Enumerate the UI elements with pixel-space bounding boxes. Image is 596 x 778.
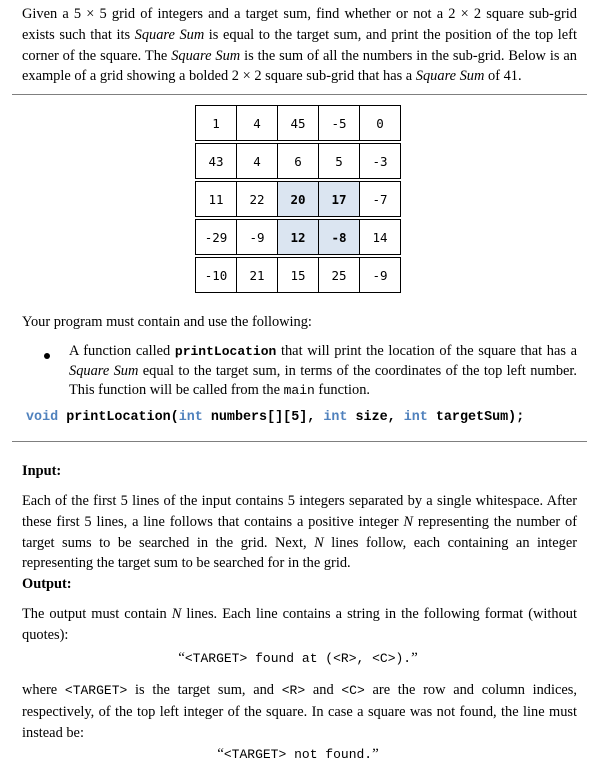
intro-text: of 41. (484, 68, 522, 85)
keyword-int: int (403, 410, 428, 425)
signature-part: size, (347, 410, 404, 425)
grid-cell: 12 (278, 220, 319, 255)
intro-text: is the sum of all the numbers in the sub-grid. Below is an example of a grid showing a bolded 2 × 2 square sub-grid that has a (22, 47, 577, 85)
notfound-format (0, 746, 596, 763)
close-quote: ” (372, 746, 379, 762)
grid-cell: -10 (196, 258, 237, 293)
bullet-text-part: A function called (69, 343, 175, 359)
term-square-sum: Square Sum (415, 68, 485, 85)
keyword-void: void (26, 410, 59, 425)
grid-cell: 5 (319, 144, 360, 179)
found-format (0, 650, 596, 667)
keyword-int: int (323, 410, 348, 425)
requirements-lead: Your program must contain and use the following: (22, 314, 312, 330)
open-quote: “ (178, 650, 185, 666)
grid-cell: 43 (196, 144, 237, 179)
input-text: Each of the first 5 lines of the input contains 5 integers separated by a single whitespace. After these first 5 lines, a line follows that contains a positive integer (22, 493, 577, 530)
placeholder-c: <C> (341, 683, 365, 698)
output-heading: Output: (22, 576, 72, 592)
input-heading: Input: (22, 463, 62, 479)
grid-row (196, 182, 401, 217)
signature-part: targetSum); (427, 410, 525, 425)
divider (12, 94, 587, 95)
function-name: printLocation (174, 344, 277, 359)
output-description (22, 604, 577, 646)
grid-cell: -7 (360, 182, 401, 217)
output-text: are the row and column indices, respectively, of the top left integer of the square. In case a square was not found, the line must instead be: (22, 682, 577, 741)
grid-cell: 20 (278, 182, 319, 217)
example-grid (195, 105, 401, 293)
grid-row (196, 144, 401, 179)
grid-cell: 21 (237, 258, 278, 293)
keyword-int: int (178, 410, 203, 425)
output-text: where (22, 682, 65, 698)
bullet-text-part: that will print the location of the square that has a (276, 343, 577, 359)
main-function-name: main (283, 383, 315, 398)
grid-cell: -9 (237, 220, 278, 255)
input-text: representing the number of target sums to be searched in the grid. Next, (22, 513, 577, 551)
grid-cell: -29 (196, 220, 237, 255)
grid-cell: 17 (319, 182, 360, 217)
grid-cell: 6 (278, 144, 319, 179)
input-description (22, 491, 577, 574)
grid-cell: -9 (360, 258, 401, 293)
grid-row (196, 220, 401, 255)
grid-cell: 22 (237, 182, 278, 217)
output-text: lines. Each line contains a string in the following format (without quotes): (22, 606, 577, 643)
output-text: is the target sum, and (127, 682, 282, 698)
placeholder-target: <TARGET> (64, 683, 128, 698)
grid-cell: 0 (360, 106, 401, 141)
signature-part: printLocation( (58, 410, 179, 425)
var-n: N (403, 513, 413, 530)
grid-cell: 15 (278, 258, 319, 293)
requirement-bullet (69, 342, 577, 401)
grid-cell: -5 (319, 106, 360, 141)
function-signature (26, 410, 524, 425)
grid-cell: 14 (360, 220, 401, 255)
notfound-format-text: <TARGET> not found. (223, 747, 373, 762)
grid-cell: 4 (237, 106, 278, 141)
grid-row (196, 258, 401, 293)
var-n: N (171, 606, 182, 622)
grid-cell: 11 (196, 182, 237, 217)
grid-cell: 45 (278, 106, 319, 141)
input-text: lines follow, each containing an integer representing the target sum to be searched for in the grid. (22, 534, 578, 572)
term-square-sum: Square Sum (171, 47, 241, 64)
term-square-sum: Square Sum (69, 362, 139, 379)
bullet-marker (44, 353, 50, 359)
bullet-text-part: equal to the target sum, in terms of the coordinates of the top left number. This function will be called from the (69, 362, 577, 398)
open-quote: “ (217, 746, 224, 762)
grid-cell: -8 (319, 220, 360, 255)
intro-paragraph (22, 4, 577, 87)
grid-row (196, 106, 401, 141)
term-square-sum: Square Sum (134, 26, 205, 43)
close-quote: ” (411, 650, 418, 666)
grid-cell: 1 (196, 106, 237, 141)
found-format-text: <TARGET> found at (<R>, <C>). (184, 651, 412, 666)
output-text: and (305, 682, 342, 698)
bullet-text-part: function. (314, 382, 370, 398)
grid-cell: 4 (237, 144, 278, 179)
grid-cell: 25 (319, 258, 360, 293)
intro-text: Given a 5 × 5 grid of integers and a target sum, find whether or not a 2 × 2 square sub-grid exists such that its (22, 6, 577, 43)
grid-cell: -3 (360, 144, 401, 179)
var-n: N (314, 534, 324, 551)
placeholder-r: <R> (281, 683, 306, 698)
intro-text: is equal to the target sum, and print the position of the top left corner of the square. The (22, 26, 577, 64)
divider (12, 441, 587, 442)
output-where (22, 680, 577, 743)
signature-part: numbers[][5], (202, 410, 324, 425)
output-text: The output must contain (22, 606, 172, 622)
